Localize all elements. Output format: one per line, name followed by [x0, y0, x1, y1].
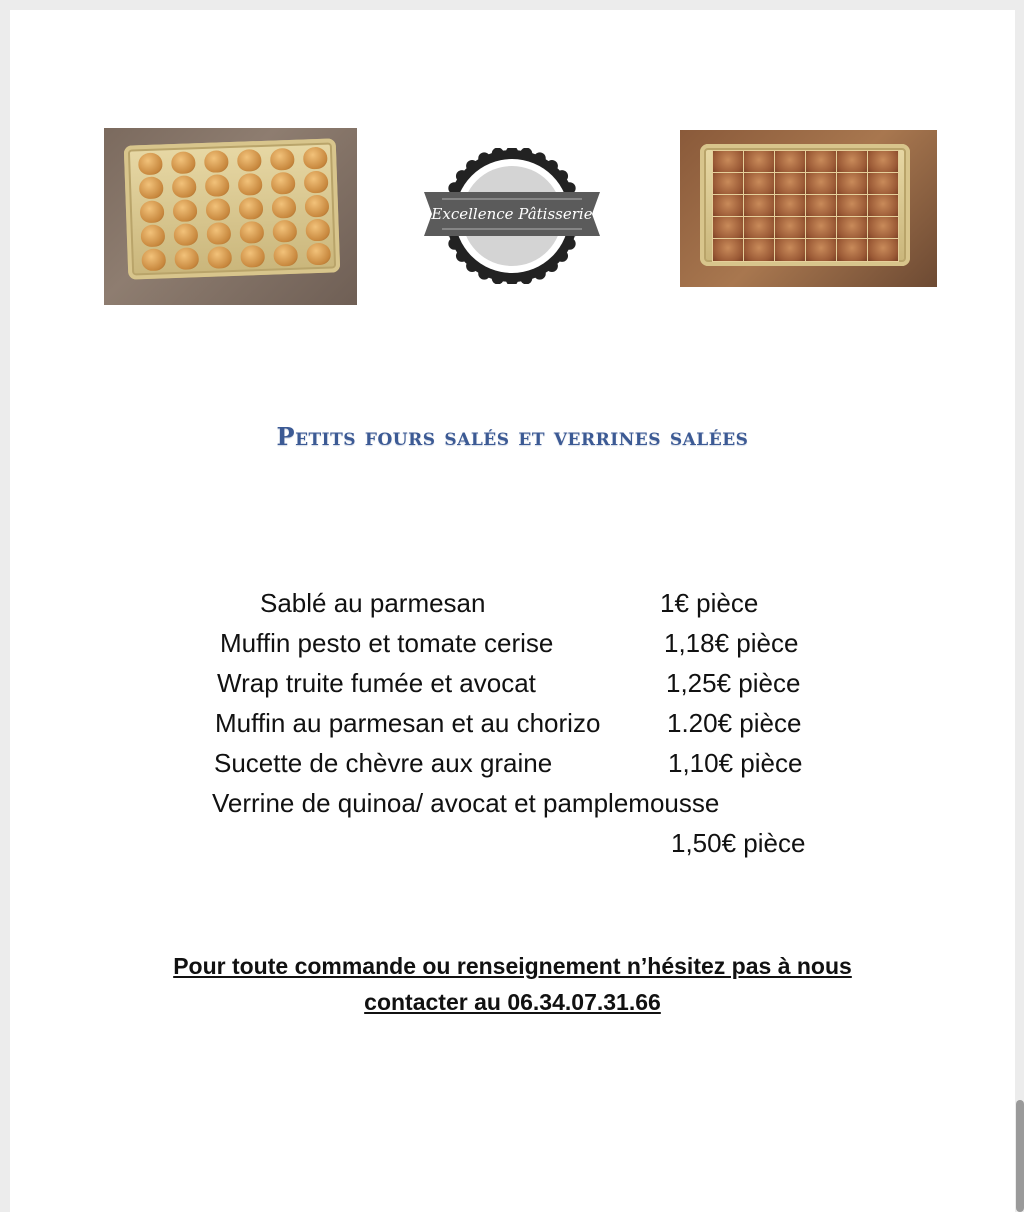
menu-item-name: Wrap truite fumée et avocat	[217, 668, 536, 698]
menu-item-price: 1,18€ pièce	[664, 628, 799, 658]
menu-item-price: 1€ pièce	[660, 588, 759, 618]
menu-item-price: 1,10€ pièce	[668, 748, 803, 778]
menu-item-name: Sablé au parmesan	[260, 588, 486, 618]
menu-item-price: 1,25€ pièce	[666, 668, 801, 698]
menu-item-name: Muffin au parmesan et au chorizo	[215, 708, 601, 738]
contact-footer	[10, 948, 1015, 1020]
contact-line-1: Pour toute commande ou renseignement n’hésitez pas à nous	[173, 953, 852, 979]
menu-item-name: Sucette de chèvre aux graine	[214, 748, 553, 778]
menu-list	[10, 10, 1015, 1212]
scrollbar-thumb[interactable]	[1016, 1100, 1024, 1212]
document-page	[10, 10, 1015, 1212]
contact-line-2: contacter au 06.34.07.31.66	[364, 989, 661, 1015]
menu-item-price: 1.20€ pièce	[667, 708, 802, 738]
menu-item-price: 1,50€ pièce	[671, 828, 806, 858]
page-title: Petits fours salés et verrines salées	[276, 422, 749, 451]
logo-text: Excellence Pâtisserie	[431, 205, 593, 223]
menu-item-name: Muffin pesto et tomate cerise	[220, 628, 554, 658]
menu-item-name: Verrine de quinoa/ avocat et pamplemousse	[212, 788, 720, 818]
